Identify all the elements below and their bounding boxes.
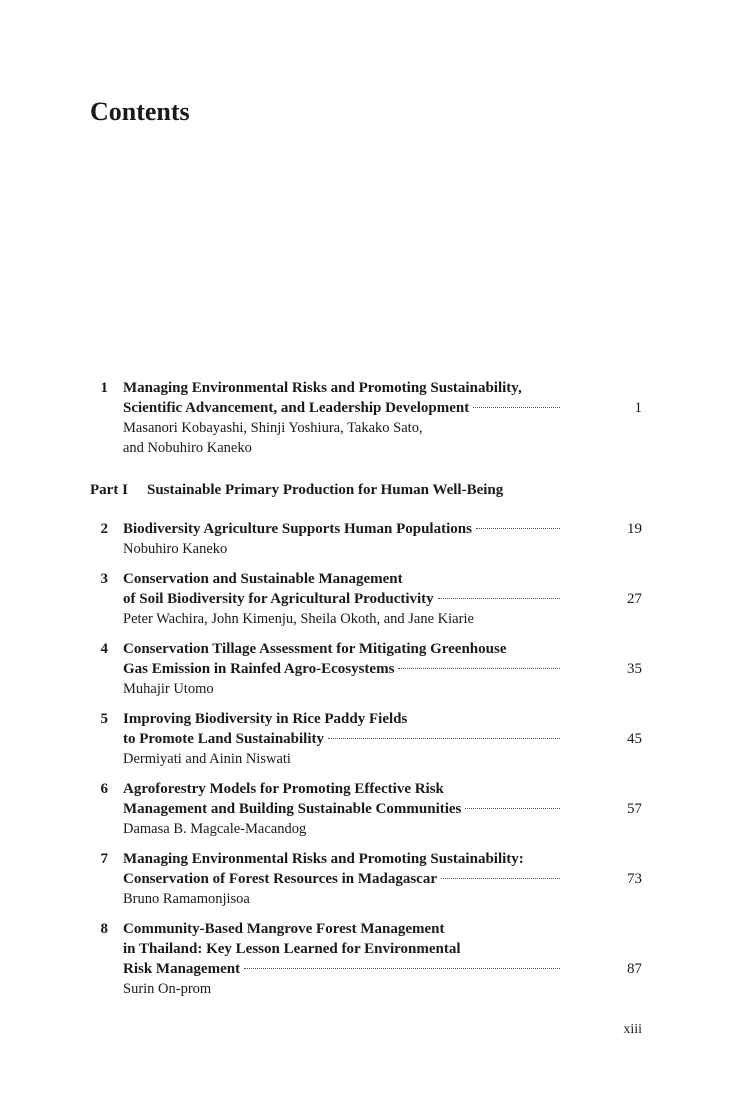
page-folio: xiii bbox=[623, 1022, 642, 1037]
chapter-number: 3 bbox=[100, 571, 108, 587]
dot-leader bbox=[476, 528, 560, 529]
chapter-title-line: Community-Based Mangrove Forest Management bbox=[123, 921, 445, 937]
chapter-title bbox=[123, 569, 642, 609]
chapter-title-line: Improving Biodiversity in Rice Paddy Fields bbox=[123, 711, 408, 727]
page-number: 73 bbox=[627, 871, 642, 887]
chapter-title-line: Agroforestry Models for Promoting Effective Risk bbox=[123, 781, 444, 797]
author-line: Masanori Kobayashi, Shinji Yoshiura, Takako Sato, bbox=[123, 420, 423, 436]
toc-entry-chapter-1[interactable] bbox=[90, 378, 642, 458]
page-number: 27 bbox=[627, 591, 642, 607]
dot-leader bbox=[328, 738, 560, 739]
chapter-title-line: Risk Management bbox=[123, 961, 241, 977]
chapter-title-line: to Promote Land Sustainability bbox=[123, 731, 324, 747]
chapter-number: 4 bbox=[100, 641, 108, 657]
chapter-authors bbox=[123, 418, 642, 458]
page-title: Contents bbox=[90, 97, 190, 126]
chapter-authors bbox=[123, 889, 642, 909]
author-line: Peter Wachira, John Kimenju, Sheila Okoth, and Jane Kiarie bbox=[123, 611, 474, 627]
page-number: 19 bbox=[627, 521, 642, 537]
chapter-number: 8 bbox=[100, 921, 108, 937]
chapter-title-line: in Thailand: Key Lesson Learned for Environmental bbox=[123, 941, 461, 957]
chapter-title-line: Managing Environmental Risks and Promoting Sustainability, bbox=[123, 380, 522, 396]
chapter-number: 7 bbox=[100, 851, 108, 867]
chapter-authors bbox=[123, 609, 642, 629]
author-line: Muhajir Utomo bbox=[123, 681, 214, 697]
chapter-number: 5 bbox=[100, 711, 108, 727]
dot-leader bbox=[465, 808, 560, 809]
author-line: Surin On-prom bbox=[123, 981, 212, 997]
chapter-title bbox=[123, 919, 642, 979]
author-line: Damasa B. Magcale-Macandog bbox=[123, 821, 307, 837]
part-title: Sustainable Primary Production for Human Well-Being bbox=[147, 482, 504, 498]
chapter-title bbox=[123, 378, 642, 418]
chapter-number: 6 bbox=[100, 781, 108, 797]
toc-entry-chapter-3[interactable] bbox=[90, 569, 642, 629]
chapter-title bbox=[123, 709, 642, 749]
chapter-title-line: Managing Environmental Risks and Promoting Sustainability: bbox=[123, 851, 524, 867]
chapter-title bbox=[123, 849, 642, 889]
dot-leader bbox=[473, 407, 560, 408]
author-line: Dermiyati and Ainin Niswati bbox=[123, 751, 291, 767]
chapter-title-line: Gas Emission in Rainfed Agro-Ecosystems bbox=[123, 661, 395, 677]
chapter-authors bbox=[123, 819, 642, 839]
toc-entry-chapter-8[interactable] bbox=[90, 919, 642, 999]
chapter-title-line: Biodiversity Agriculture Supports Human Populations bbox=[123, 521, 472, 537]
page-number: 45 bbox=[627, 731, 642, 747]
dot-leader bbox=[244, 968, 560, 969]
dot-leader bbox=[398, 668, 560, 669]
toc-entry-chapter-7[interactable] bbox=[90, 849, 642, 909]
chapter-title-line: of Soil Biodiversity for Agricultural Productivity bbox=[123, 591, 434, 607]
chapter-authors bbox=[123, 979, 642, 999]
chapter-title bbox=[123, 519, 642, 539]
author-line: Bruno Ramamonjisoa bbox=[123, 891, 250, 907]
toc-entry-chapter-6[interactable] bbox=[90, 779, 642, 839]
chapter-title-line: Conservation of Forest Resources in Madagascar bbox=[123, 871, 437, 887]
chapter-title bbox=[123, 779, 642, 819]
author-line: and Nobuhiro Kaneko bbox=[123, 440, 252, 456]
part-label: Part I bbox=[90, 482, 128, 498]
toc-entry-chapter-4[interactable] bbox=[90, 639, 642, 699]
chapter-number: 2 bbox=[100, 521, 108, 537]
chapter-authors bbox=[123, 539, 642, 559]
chapter-authors bbox=[123, 749, 642, 769]
part-heading bbox=[90, 480, 503, 500]
chapter-authors bbox=[123, 679, 642, 699]
chapter-title bbox=[123, 639, 642, 679]
toc-entry-chapter-2[interactable] bbox=[90, 519, 642, 559]
chapter-title-line: Management and Building Sustainable Communities bbox=[123, 801, 462, 817]
toc-entry-chapter-5[interactable] bbox=[90, 709, 642, 769]
chapter-title-line: Conservation and Sustainable Management bbox=[123, 571, 403, 587]
page-number: 57 bbox=[627, 801, 642, 817]
chapter-number: 1 bbox=[100, 380, 108, 396]
page-number: 35 bbox=[627, 661, 642, 677]
dot-leader bbox=[438, 598, 560, 599]
page-number: 87 bbox=[627, 961, 642, 977]
dot-leader bbox=[441, 878, 560, 879]
author-line: Nobuhiro Kaneko bbox=[123, 541, 228, 557]
chapter-title-line: Scientific Advancement, and Leadership Development bbox=[123, 400, 470, 416]
chapter-title-line: Conservation Tillage Assessment for Mitigating Greenhouse bbox=[123, 641, 507, 657]
page-number: 1 bbox=[634, 400, 642, 416]
